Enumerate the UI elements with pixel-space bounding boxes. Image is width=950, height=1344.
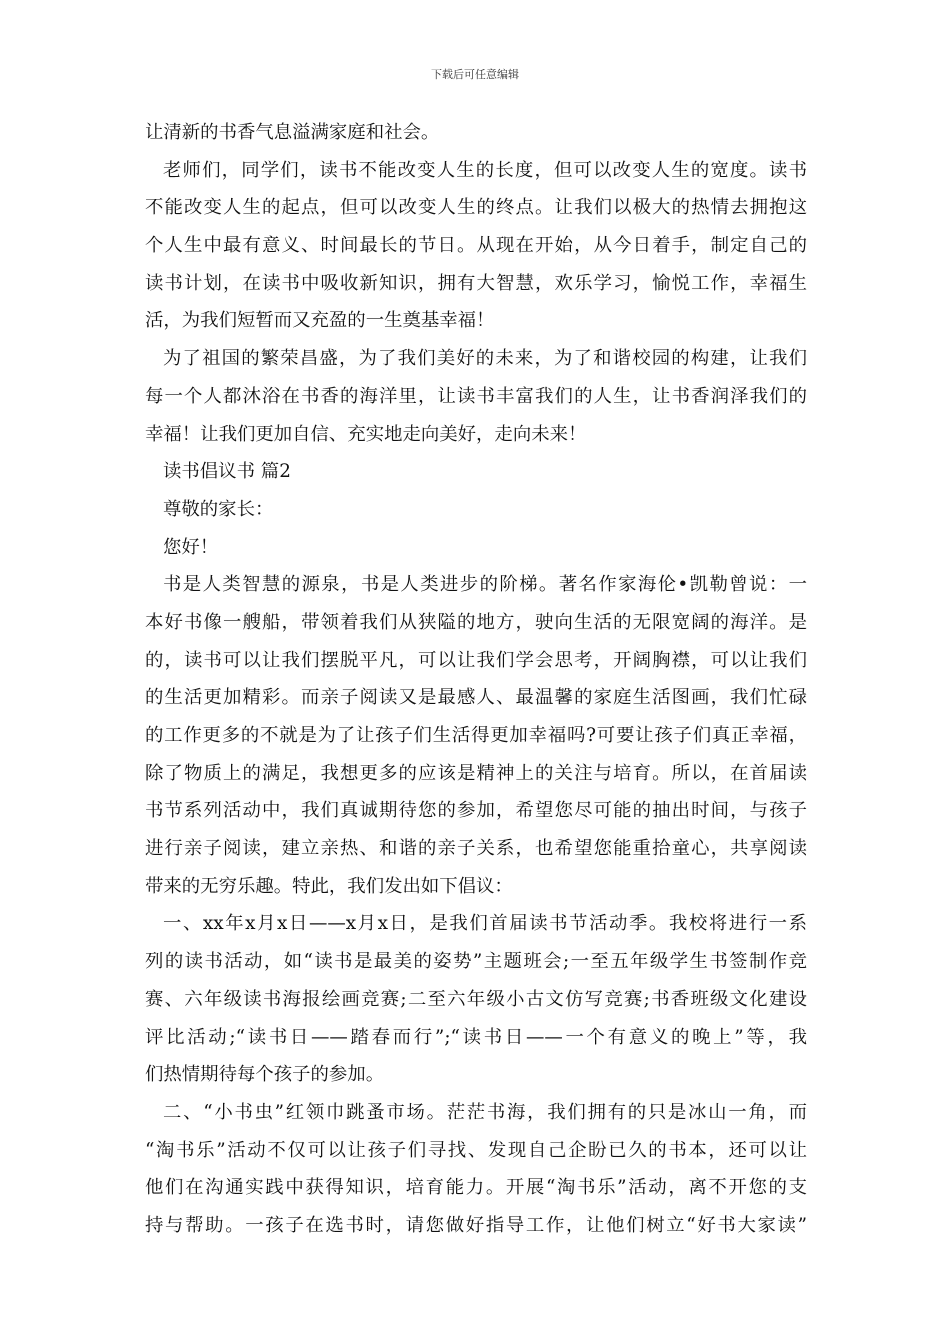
text-line: 书节系列活动中，我们真诚期待您的参加，希望您尽可能的抽出时间，与孩子 (145, 800, 807, 822)
text-line: 为了祖国的繁荣昌盛，为了我们美好的未来，为了和谐校园的构建，让我们 (163, 348, 807, 370)
text-line: 持与帮助。一孩子在选书时，请您做好指导工作，让他们树立“好书大家读” (145, 1214, 807, 1236)
text-line: 书是人类智慧的源泉，书是人类进步的阶梯。著名作家海伦•凯勒曾说：一 (163, 574, 807, 596)
text-line: 活，为我们短暂而又充盈的一生奠基幸福！ (145, 310, 495, 332)
text-line: 的，读书可以让我们摆脱平凡，可以让我们学会思考，开阔胸襟，可以让我们 (145, 649, 807, 671)
text-line: 们热情期待每个孩子的参加。 (145, 1064, 385, 1086)
text-line: 列的读书活动，如“读书是最美的姿势”主题班会;一至五年级学生书签制作竞 (145, 951, 807, 973)
text-line: 本好书像一艘船，带领着我们从狭隘的地方，驶向生活的无限宽阔的海洋。是 (145, 611, 807, 633)
text-line: 不能改变人生的起点，但可以改变人生的终点。让我们以极大的热情去拥抱这 (145, 197, 807, 219)
document-body (145, 114, 807, 1245)
text-line: 读书倡议书 篇2 (163, 461, 291, 483)
text-line: 每一个人都沐浴在书香的海洋里，让读书丰富我们的人生，让书香润泽我们的 (145, 385, 807, 407)
text-line: 尊敬的家长： (163, 498, 274, 520)
text-line: 幸福！让我们更加自信、充实地走向美好，走向未来！ (145, 423, 587, 445)
text-line: 的工作更多的不就是为了让孩子们生活得更加幸福吗?可要让孩子们真正幸福， (145, 725, 807, 746)
text-line: 进行亲子阅读，建立亲热、和谐的亲子关系，也希望您能重拾童心，共享阅读 (145, 838, 807, 860)
text-line: 读书计划，在读书中吸收新知识，拥有大智慧，欢乐学习，愉悦工作，幸福生 (145, 272, 807, 294)
text-line: 一、xx年x月x日——x月x日，是我们首届读书节活动季。我校将进行一系 (163, 913, 807, 935)
text-line: 个人生中最有意义、时间最长的节日。从现在开始，从今日着手，制定自己的 (145, 235, 807, 257)
text-line: 他们在沟通实践中获得知识，培育能力。开展“淘书乐”活动，离不开您的支 (145, 1177, 807, 1199)
text-line: 您好！ (163, 536, 219, 558)
text-line: “淘书乐”活动不仅可以让孩子们寻找、发现自己企盼已久的书本，还可以让 (145, 1139, 807, 1161)
text-line: 二、“小书虫”红领巾跳蚤市场。茫茫书海，我们拥有的只是冰山一角，而 (163, 1101, 807, 1123)
text-line: 赛、六年级读书海报绘画竞赛;二至六年级小古文仿写竞赛;书香班级文化建设 (145, 988, 807, 1010)
text-line: 除了物质上的满足，我想更多的应该是精神上的关注与培育。所以，在首届读 (145, 762, 807, 784)
text-line: 带来的无穷乐趣。特此，我们发出如下倡议： (145, 875, 513, 897)
text-line: 让清新的书香气息溢满家庭和社会。 (145, 122, 440, 143)
text-line: 的生活更加精彩。而亲子阅读又是最感人、最温馨的家庭生活图画，我们忙碌 (145, 687, 807, 709)
text-line: 老师们，同学们，读书不能改变人生的长度，但可以改变人生的宽度。读书 (163, 159, 807, 181)
page-header: 下载后可任意编辑 (431, 68, 519, 81)
text-line: 评比活动;“读书日——踏春而行”;“读书日——一个有意义的晚上”等，我 (145, 1026, 807, 1048)
